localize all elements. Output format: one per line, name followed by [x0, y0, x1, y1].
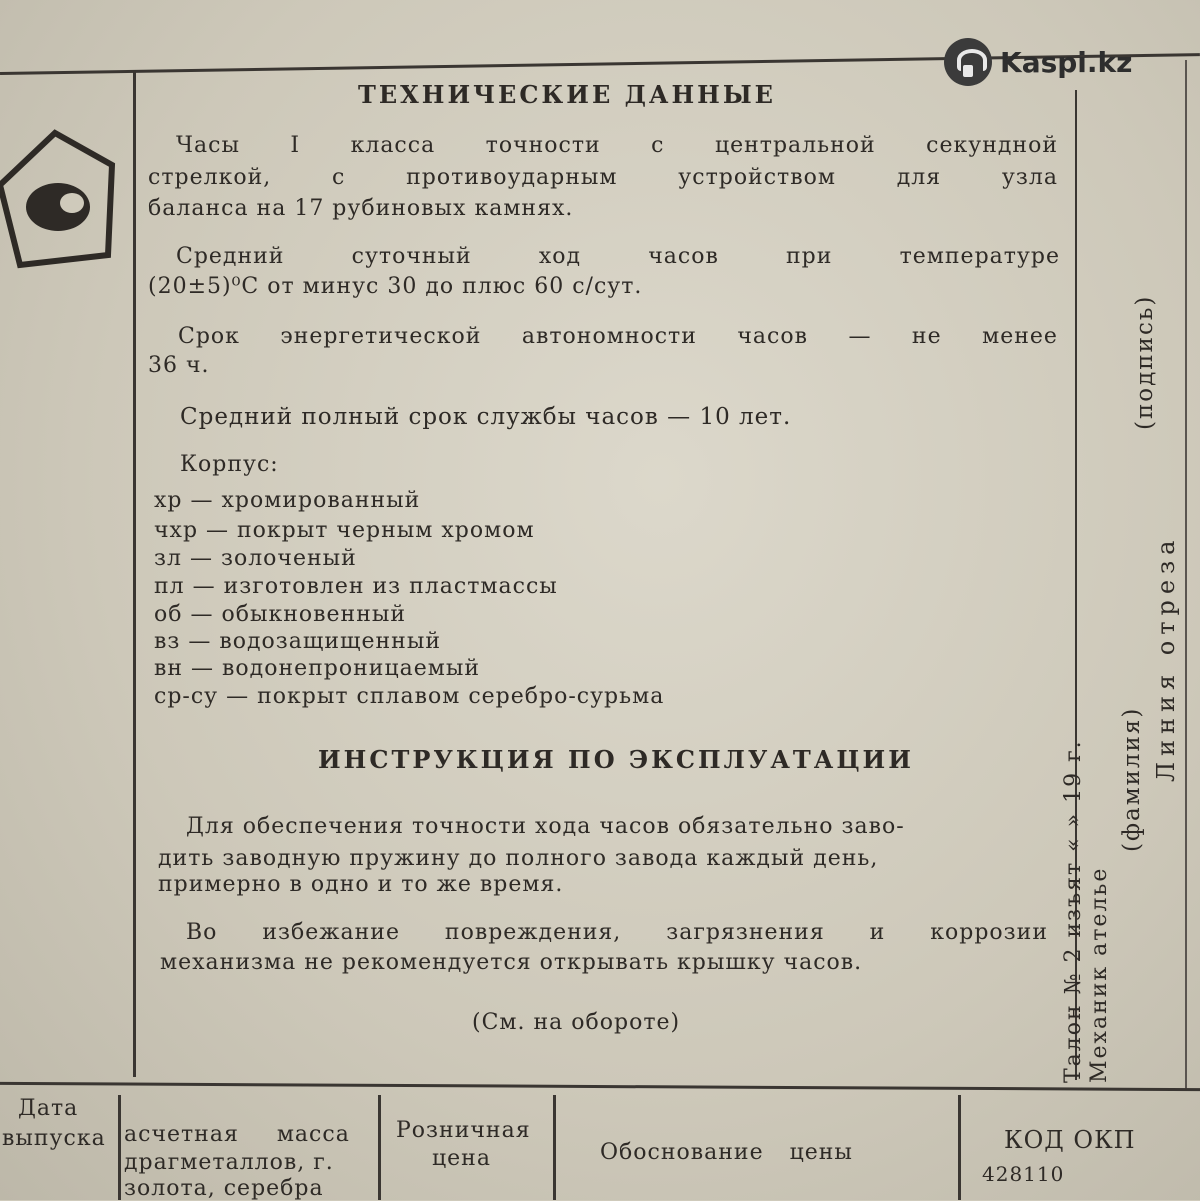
- word: Срок: [178, 324, 240, 349]
- see-back-note: (См. на обороте): [472, 1010, 681, 1035]
- word: центральной: [714, 133, 876, 158]
- word: ход: [538, 244, 582, 269]
- kaspi-watermark: [944, 38, 1132, 86]
- frame-left-border: [133, 72, 136, 1077]
- kaspi-bag-icon: [944, 38, 992, 86]
- tech-para3-line1: [178, 324, 1058, 349]
- case-item-zl: зл — золоченый: [154, 546, 357, 571]
- word: —: [848, 324, 872, 349]
- case-item-vn: вн — водонепроницаемый: [154, 656, 481, 681]
- word: не: [911, 324, 942, 349]
- retail-price-line2: цена: [432, 1146, 491, 1171]
- kaspi-brand: Kaspi.kz: [1000, 45, 1133, 79]
- word: устройством: [678, 165, 836, 190]
- retail-price-line1: Розничная: [396, 1118, 531, 1143]
- table-divider: [378, 1095, 381, 1200]
- instr-para1-line3: примерно в одно и то же время.: [158, 872, 564, 897]
- coupon-surname: (фамилия): [1119, 706, 1145, 852]
- instr-para2-line2: механизма не рекомендуется открывать крышку часов.: [160, 950, 863, 975]
- word: стрелкой,: [148, 165, 272, 190]
- table-divider: [553, 1095, 556, 1200]
- word: точности: [485, 133, 601, 158]
- mass-line3: золота, серебра: [124, 1176, 324, 1201]
- manufacturer-logo-icon: [0, 125, 118, 275]
- mass-line1: асчетная масса: [124, 1122, 350, 1147]
- word: температуре: [899, 244, 1060, 269]
- word: загрязнения: [666, 920, 825, 945]
- tech-para2-line2: (20±5)⁰С от минус 30 до плюс 60 с/сут.: [148, 274, 643, 299]
- case-item-ob: об — обыкновенный: [154, 602, 407, 627]
- tech-para1-line2: [148, 165, 1058, 190]
- word: энергетической: [280, 324, 482, 349]
- word: и: [869, 920, 886, 945]
- word: при: [786, 244, 833, 269]
- word: противоударным: [406, 165, 618, 190]
- tech-para1-line1: [176, 133, 1058, 158]
- word: I: [290, 133, 301, 158]
- price-basis: Обоснование цены: [600, 1140, 853, 1165]
- word: с: [651, 133, 665, 158]
- word: класса: [350, 133, 436, 158]
- word: суточный: [351, 244, 472, 269]
- instr-para1-line2: дить заводную пружину до полного завода каждый день,: [158, 846, 879, 871]
- table-divider: [958, 1095, 961, 1200]
- case-item-chhr: чхр — покрыт черным хромом: [154, 518, 535, 543]
- okp-value: 428110: [982, 1162, 1065, 1186]
- release-date-line2: выпуска: [2, 1126, 106, 1151]
- coupon-line1: Талон № 2 изъят « » 19 г.: [1061, 739, 1086, 1083]
- instructions-title: ИНСТРУКЦИЯ ПО ЭКСПЛУАТАЦИИ: [318, 745, 914, 774]
- word: коррозии: [930, 920, 1048, 945]
- word: Средний: [176, 244, 285, 269]
- coupon-signature: (подпись): [1132, 294, 1158, 430]
- table-divider: [118, 1095, 121, 1200]
- word: с: [332, 165, 346, 190]
- mass-line2: драгметаллов, г.: [124, 1150, 334, 1175]
- instr-para2-line1: [186, 920, 1048, 945]
- case-item-pl: пл — изготовлен из пластмассы: [154, 574, 558, 599]
- word: повреждения,: [444, 920, 622, 945]
- tech-para4: Средний полный срок службы часов — 10 лет.: [180, 404, 792, 430]
- word: менее: [982, 324, 1058, 349]
- instr-para1-line1: Для обеспечения точности хода часов обязательно заво-: [186, 814, 905, 839]
- word: автономности: [521, 324, 697, 349]
- tech-para1-line3: баланса на 17 рубиновых камнях.: [148, 196, 574, 221]
- word: Во: [186, 920, 218, 945]
- word: узла: [1001, 165, 1058, 190]
- okp-label: КОД ОКП: [1004, 1126, 1136, 1154]
- case-item-vz: вз — водозащищенный: [154, 629, 441, 654]
- cut-line-label: Линия отреза: [1152, 534, 1180, 782]
- word: Часы: [176, 133, 240, 158]
- coupon-mechanic: Механик ателье: [1087, 866, 1112, 1083]
- word: часов: [648, 244, 719, 269]
- word: для: [896, 165, 942, 190]
- release-date-line1: Дата: [18, 1096, 79, 1121]
- case-item-hr: хр — хромированный: [154, 488, 421, 513]
- technical-title: ТЕХНИЧЕСКИЕ ДАННЫЕ: [358, 80, 776, 109]
- word: секундной: [926, 133, 1058, 158]
- tech-para3-line2: 36 ч.: [148, 353, 210, 378]
- coupon-right-border: [1185, 60, 1187, 1090]
- case-item-srsu: ср-су — покрыт сплавом серебро-сурьма: [154, 684, 665, 709]
- tech-para2-line1: [176, 244, 1060, 269]
- case-title: Корпус:: [180, 452, 279, 477]
- word: избежание: [262, 920, 400, 945]
- word: часов: [737, 324, 808, 349]
